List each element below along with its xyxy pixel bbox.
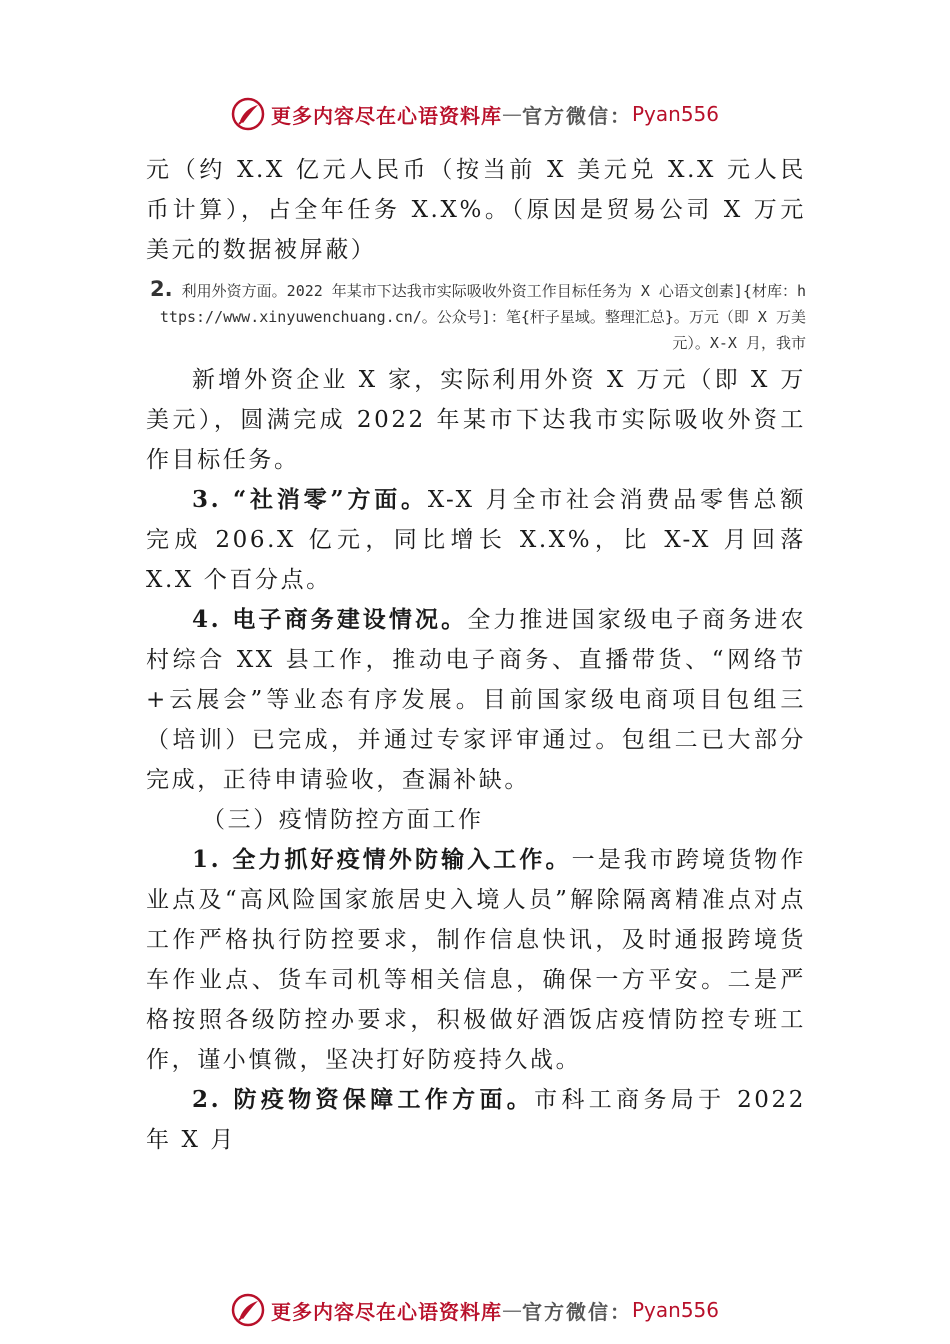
paragraph-small-text: 利用外资方面。2022 年某市下达我市实际吸收外资工作目标任务为 X 心语文创素]{材库：https://www.xinyuwenchuang.cn/。公众号]：笔{杆子星域。整理汇总}。万元（即 X 万美元）。X-X 月，我市 (159, 282, 806, 352)
page-footer (0, 1290, 950, 1330)
document-body (146, 150, 806, 1160)
paragraph-continuation: 元（约 X.X 亿元人民币（按当前 X 美元兑 X.X 元人民币计算），占全年任务 X.X%。（原因是贸易公司 X 万元美元的数据被屏蔽） (146, 157, 806, 263)
paragraph-retail-sales (146, 480, 806, 600)
brand-logo-icon (231, 1293, 265, 1327)
footer-title: 更多内容尽在心语资料库 (270, 1299, 502, 1324)
heading-ecommerce: 4. 电子商务建设情况。 (192, 606, 468, 633)
footer-label: 官方微信： (521, 1299, 632, 1324)
header-title: 更多内容尽在心语资料库 (270, 103, 502, 128)
section-heading-epidemic: （三）疫情防控方面工作 (202, 807, 484, 833)
heading-retail-sales: 3. “社消零”方面。 (192, 486, 428, 513)
paragraph-ecommerce (146, 600, 806, 800)
footer-separator: — (501, 1298, 522, 1322)
paragraph-epidemic-prevention (146, 840, 806, 1080)
heading-supplies: 2. 防疫物资保障工作方面。 (192, 1086, 535, 1113)
page-header (0, 94, 950, 134)
text-retail-sales: X-X 月全市社会消费品零售总额完成 206.X 亿元，同比增长 X.X%，比 X-X 月回落 X.X 个百分点。 (146, 487, 807, 593)
header-label: 官方微信： (521, 103, 632, 128)
header-wechat-id: Pyan556 (631, 102, 719, 126)
text-supplies: 市科工商务局于 2022 年 X 月 (146, 1087, 806, 1153)
text-ecommerce: 全力推进国家级电子商务进农村综合 XX 县工作，推动电子商务、直播带货、“网络节+云展会”等业态有序发展。目前国家级电商项目包组三（培训）已完成，并通过专家评审通过。包组二已大部分完成，正待申请验收，查漏补缺。 (146, 607, 807, 793)
brand-logo-icon (231, 97, 265, 131)
footer-wechat-id: Pyan556 (631, 1298, 719, 1322)
paragraph-foreign-enterprises: 新增外资企业 X 家，实际利用外资 X 万元（即 X 万美元），圆满完成 2022 年某市下达我市实际吸收外资工作目标任务。 (146, 367, 806, 473)
header-separator: — (501, 102, 522, 126)
item-number: 2. (150, 277, 173, 301)
heading-epidemic-prevention: 1. 全力抓好疫情外防输入工作。 (192, 846, 572, 873)
text-epidemic-prevention: 一是我市跨境货物作业点及“高风险国家旅居史入境人员”解除隔离精准点对点工作严格执行防控要求，制作信息快讯，及时通报跨境货车作业点、货车司机等相关信息，确保一方平安。二是严格按照各级防控办要求，积极做好酒饭店疫情防控专班工作，谨小慎微，坚决打好防疫持久战。 (146, 847, 806, 1073)
paragraph-supplies (146, 1080, 806, 1160)
paragraph-foreign-investment (146, 276, 806, 356)
